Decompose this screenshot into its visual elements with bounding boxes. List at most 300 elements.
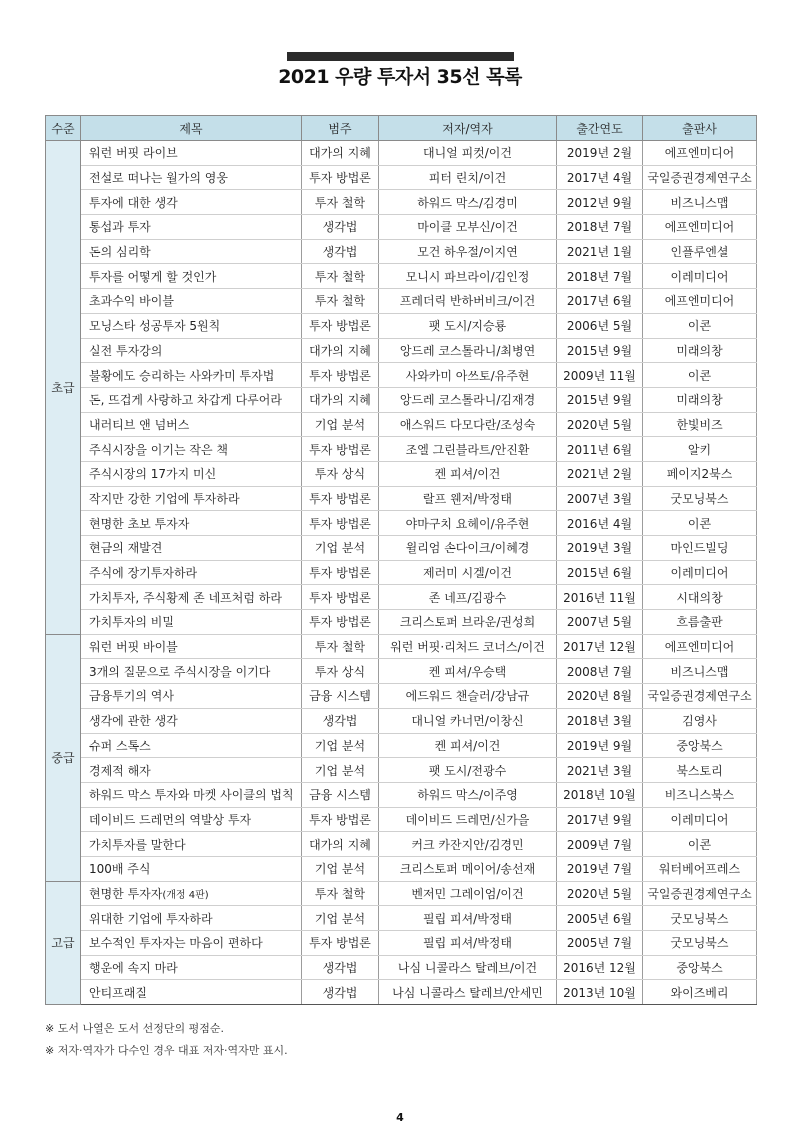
book-author: 커크 카잔지안/김경민	[411, 837, 524, 852]
book-title-cell	[81, 190, 302, 215]
book-publisher-cell	[643, 313, 757, 338]
book-title-cell	[81, 264, 302, 289]
book-title: 모닝스타 성공투자 5원칙	[89, 319, 221, 334]
table-row	[46, 610, 757, 635]
book-publisher: 국일증권경제연구소	[647, 689, 752, 704]
book-author-cell	[379, 387, 557, 412]
book-publisher: 인플루엔셜	[670, 245, 729, 260]
book-title-cell	[81, 856, 302, 881]
book-author: 대니얼 카너먼/이창신	[411, 714, 524, 729]
book-category-cell	[302, 239, 379, 264]
book-title: 가치투자를 말한다	[89, 837, 186, 852]
book-date-cell	[557, 215, 643, 240]
book-category: 투자 방법론	[309, 442, 371, 457]
book-title-cell	[81, 536, 302, 561]
table-row	[46, 264, 757, 289]
book-category-cell	[302, 881, 379, 906]
book-title-cell	[81, 832, 302, 857]
book-publisher-cell	[643, 141, 757, 166]
book-category-cell	[302, 165, 379, 190]
book-date-cell	[557, 289, 643, 314]
table-row	[46, 906, 757, 931]
book-title-cell	[81, 585, 302, 610]
book-author: 워런 버핏·리처드 코너스/이건	[390, 640, 545, 655]
book-date: 2017년 12월	[563, 640, 636, 655]
page-title: 2021 우량 투자서 35선 목록	[278, 66, 522, 88]
book-category-cell	[302, 190, 379, 215]
book-category-cell	[302, 536, 379, 561]
book-author: 크리스토퍼 메이어/송선재	[399, 862, 536, 877]
book-date-cell	[557, 782, 643, 807]
book-publisher-cell	[643, 461, 757, 486]
book-author: 앙드레 코스톨라니/최병연	[399, 343, 536, 358]
book-date-cell	[557, 264, 643, 289]
book-category: 투자 상식	[314, 467, 366, 482]
header-date: 출간연도	[557, 116, 643, 141]
book-category: 투자 방법론	[309, 368, 371, 383]
book-author: 애스워드 다모다란/조성숙	[399, 417, 536, 432]
table-row	[46, 536, 757, 561]
book-category-cell	[302, 782, 379, 807]
book-publisher: 이콘	[687, 368, 712, 383]
book-publisher-cell	[643, 511, 757, 536]
table-row	[46, 313, 757, 338]
book-category-cell	[302, 585, 379, 610]
book-category: 투자 철학	[314, 640, 366, 655]
book-date: 2017년 9월	[566, 812, 633, 827]
book-publisher-cell	[643, 610, 757, 635]
book-category: 기업 분석	[314, 862, 366, 877]
book-date: 2019년 9월	[566, 738, 633, 753]
book-date-cell	[557, 980, 643, 1005]
table-row	[46, 585, 757, 610]
book-category: 생각법	[322, 985, 358, 1000]
book-title-cell	[81, 486, 302, 511]
book-author-cell	[379, 684, 557, 709]
book-publisher: 워터베어프레스	[658, 862, 741, 877]
book-author-cell	[379, 511, 557, 536]
book-title-cell	[81, 955, 302, 980]
book-title-cell	[81, 461, 302, 486]
book-title: 투자를 어떻게 할 것인가	[89, 269, 217, 284]
book-date-cell	[557, 437, 643, 462]
book-date: 2006년 5월	[566, 319, 633, 334]
book-title-cell	[81, 215, 302, 240]
table-header-row	[46, 116, 757, 141]
book-title: 현명한 초보 투자자	[89, 516, 190, 531]
book-date: 2007년 5월	[566, 615, 633, 630]
book-category-cell	[302, 758, 379, 783]
book-author: 나심 니콜라스 탈레브/이건	[397, 961, 538, 976]
book-title-cell	[81, 684, 302, 709]
book-date-cell	[557, 856, 643, 881]
book-publisher-cell	[643, 659, 757, 684]
book-author-cell	[379, 461, 557, 486]
book-title: 돈의 심리학	[89, 245, 151, 260]
book-date: 2009년 7월	[566, 837, 633, 852]
book-title: 100배 주식	[89, 862, 151, 877]
book-author: 피터 린치/이건	[428, 171, 507, 186]
book-publisher: 이레미디어	[670, 812, 729, 827]
book-title: 생각에 관한 생각	[89, 714, 178, 729]
book-author-cell	[379, 141, 557, 166]
book-publisher: 이콘	[687, 837, 712, 852]
book-category: 투자 방법론	[309, 516, 371, 531]
book-category-cell	[302, 313, 379, 338]
book-author: 존 네프/김광수	[428, 590, 507, 605]
book-publisher: 김영사	[682, 714, 717, 729]
book-title-cell	[81, 313, 302, 338]
book-title-cell	[81, 239, 302, 264]
book-title: 데이비드 드레먼의 역발상 투자	[89, 812, 252, 827]
table-row	[46, 955, 757, 980]
book-date-cell	[557, 338, 643, 363]
book-publisher: 중앙북스	[676, 961, 723, 976]
book-category-cell	[302, 733, 379, 758]
table-row	[46, 511, 757, 536]
book-publisher-cell	[643, 906, 757, 931]
book-author-cell	[379, 856, 557, 881]
book-category-cell	[302, 141, 379, 166]
book-date: 2018년 10월	[563, 788, 636, 803]
book-author: 벤저민 그레이엄/이건	[411, 886, 524, 901]
book-date-cell	[557, 758, 643, 783]
book-title-cell	[81, 782, 302, 807]
table-row	[46, 980, 757, 1005]
book-title: 전설로 떠나는 월가의 영웅	[89, 171, 228, 186]
book-date: 2016년 4월	[566, 516, 633, 531]
book-date: 2015년 9월	[566, 393, 633, 408]
book-publisher-cell	[643, 758, 757, 783]
table-row	[46, 239, 757, 264]
book-date-cell	[557, 906, 643, 931]
book-category-cell	[302, 832, 379, 857]
book-publisher: 비즈니스북스	[664, 788, 735, 803]
book-publisher: 미래의창	[676, 393, 723, 408]
book-title-cell	[81, 980, 302, 1005]
book-author-cell	[379, 313, 557, 338]
book-publisher: 굿모닝북스	[670, 936, 729, 951]
book-author: 켄 피셔/이건	[434, 467, 501, 482]
book-title: 주식시장을 이기는 작은 책	[89, 442, 228, 457]
book-author-cell	[379, 881, 557, 906]
book-date-cell	[557, 881, 643, 906]
table-row	[46, 215, 757, 240]
book-title: 주식시장의 17가지 미신	[89, 467, 217, 482]
book-date-cell	[557, 363, 643, 388]
book-title-cell	[81, 511, 302, 536]
book-category: 생각법	[322, 245, 358, 260]
book-date-cell	[557, 807, 643, 832]
book-author: 랄프 웬저/박정태	[422, 491, 512, 506]
book-title-cell	[81, 807, 302, 832]
book-publisher: 마인드빌딩	[670, 541, 729, 556]
book-publisher: 미래의창	[676, 343, 723, 358]
book-publisher: 이레미디어	[670, 566, 729, 581]
book-author-cell	[379, 758, 557, 783]
book-category-cell	[302, 289, 379, 314]
book-publisher-cell	[643, 264, 757, 289]
book-category: 투자 상식	[314, 664, 366, 679]
book-date-cell	[557, 486, 643, 511]
book-publisher: 굿모닝북스	[670, 491, 729, 506]
book-author: 나심 니콜라스 탈레브/안세민	[392, 985, 543, 1000]
book-category-cell	[302, 387, 379, 412]
book-category: 투자 방법론	[309, 566, 371, 581]
book-author: 대니얼 피컷/이건	[422, 146, 512, 161]
book-date-cell	[557, 560, 643, 585]
book-title-cell	[81, 141, 302, 166]
table-row	[46, 461, 757, 486]
book-title: 금융투기의 역사	[89, 689, 174, 704]
book-title: 불황에도 승리하는 사와카미 투자법	[89, 368, 275, 383]
book-author-cell	[379, 610, 557, 635]
table-body	[46, 141, 757, 1005]
book-author: 켄 피셔/이건	[434, 738, 501, 753]
book-category: 기업 분석	[314, 911, 366, 926]
book-title-cell	[81, 733, 302, 758]
book-category-cell	[302, 807, 379, 832]
table-row	[46, 659, 757, 684]
book-category-cell	[302, 931, 379, 956]
book-category-cell	[302, 412, 379, 437]
book-category-cell	[302, 856, 379, 881]
book-category-cell	[302, 684, 379, 709]
level-cell: 고급	[46, 881, 81, 1004]
book-date-cell	[557, 387, 643, 412]
book-publisher-cell	[643, 733, 757, 758]
book-date-cell	[557, 931, 643, 956]
book-title: 실전 투자강의	[89, 343, 163, 358]
table-row	[46, 782, 757, 807]
book-title: 하워드 막스 투자와 마켓 사이클의 법칙	[89, 788, 294, 803]
book-title: 위대한 기업에 투자하라	[89, 911, 213, 926]
table-row	[46, 412, 757, 437]
book-category-cell	[302, 338, 379, 363]
book-publisher-cell	[643, 190, 757, 215]
book-category: 대가의 지혜	[309, 146, 371, 161]
book-category-cell	[302, 511, 379, 536]
book-date: 2021년 3월	[566, 763, 633, 778]
book-author-cell	[379, 634, 557, 659]
book-category-cell	[302, 437, 379, 462]
book-date: 2021년 2월	[566, 467, 633, 482]
book-title-cell	[81, 708, 302, 733]
book-category: 투자 철학	[314, 195, 366, 210]
book-date-cell	[557, 659, 643, 684]
book-date-cell	[557, 461, 643, 486]
book-title-cell	[81, 881, 302, 906]
table-row	[46, 684, 757, 709]
book-author: 모건 하우절/이지연	[417, 245, 518, 260]
book-publisher: 시대의창	[676, 590, 723, 605]
book-title: 통섭과 투자	[89, 220, 151, 235]
table-row	[46, 437, 757, 462]
book-publisher-cell	[643, 955, 757, 980]
book-category: 기업 분석	[314, 738, 366, 753]
title-bar-decoration	[287, 52, 514, 61]
book-date-cell	[557, 239, 643, 264]
book-publisher-cell	[643, 560, 757, 585]
book-date: 2020년 8월	[566, 689, 633, 704]
table-row	[46, 807, 757, 832]
book-date: 2017년 4월	[566, 171, 633, 186]
book-category-cell	[302, 610, 379, 635]
book-date-cell	[557, 733, 643, 758]
book-publisher-cell	[643, 437, 757, 462]
book-category: 투자 방법론	[309, 171, 371, 186]
book-publisher-cell	[643, 634, 757, 659]
book-title: 주식에 장기투자하라	[89, 566, 198, 581]
book-category-cell	[302, 264, 379, 289]
book-category: 투자 방법론	[309, 319, 371, 334]
book-publisher-cell	[643, 807, 757, 832]
book-category-cell	[302, 708, 379, 733]
book-date: 2013년 10월	[563, 985, 636, 1000]
book-title: 안티프래질	[89, 985, 147, 1000]
book-date: 2019년 7월	[566, 862, 633, 877]
book-title-cell	[81, 634, 302, 659]
book-date: 2015년 9월	[566, 343, 633, 358]
book-publisher-cell	[643, 585, 757, 610]
book-publisher-cell	[643, 412, 757, 437]
book-category: 금융 시스템	[309, 689, 371, 704]
book-title-cell	[81, 289, 302, 314]
book-author: 하워드 막스/김경미	[417, 195, 518, 210]
book-author: 켄 피셔/우승택	[428, 664, 507, 679]
book-author-cell	[379, 536, 557, 561]
book-title-cell	[81, 363, 302, 388]
book-publisher: 흐름출판	[676, 615, 723, 630]
book-category: 대가의 지혜	[309, 343, 371, 358]
table-row	[46, 634, 757, 659]
footnote: ※ 저자·역자가 다수인 경우 대표 저자·역자만 표시.	[45, 1044, 288, 1057]
book-author: 크리스토퍼 브라운/권성희	[399, 615, 536, 630]
book-title: 3개의 질문으로 주식시장을 이기다	[89, 664, 271, 679]
header-category: 범주	[302, 116, 379, 141]
book-title: 보수적인 투자자는 마음이 편하다	[89, 936, 263, 951]
book-publisher: 에프엔미디어	[664, 146, 735, 161]
table-row	[46, 856, 757, 881]
book-author-cell	[379, 782, 557, 807]
book-title: 투자에 대한 생각	[89, 195, 178, 210]
header-title: 제목	[81, 116, 302, 141]
table-row	[46, 931, 757, 956]
book-publisher-cell	[643, 832, 757, 857]
table-row	[46, 832, 757, 857]
book-publisher-cell	[643, 165, 757, 190]
book-date: 2018년 7월	[566, 269, 633, 284]
book-publisher-cell	[643, 536, 757, 561]
book-title: 워런 버핏 라이브	[89, 146, 178, 161]
header-author: 저자/역자	[379, 116, 557, 141]
book-category: 기업 분석	[314, 763, 366, 778]
book-author-cell	[379, 906, 557, 931]
level-cell: 초급	[46, 141, 81, 635]
book-category: 기업 분석	[314, 541, 366, 556]
table-row	[46, 758, 757, 783]
book-date: 2016년 11월	[563, 590, 636, 605]
book-title: 내러티브 앤 넘버스	[89, 417, 190, 432]
book-author-cell	[379, 832, 557, 857]
book-author-cell	[379, 486, 557, 511]
book-category: 투자 철학	[314, 886, 366, 901]
book-date: 2005년 7월	[566, 936, 633, 951]
book-title: 현금의 재발견	[89, 541, 163, 556]
book-author: 야마구치 요헤이/유주현	[405, 516, 530, 531]
book-category-cell	[302, 560, 379, 585]
book-title: 슈퍼 스톡스	[89, 738, 151, 753]
book-publisher: 이콘	[687, 319, 712, 334]
book-category: 투자 방법론	[309, 590, 371, 605]
book-date: 2008년 7월	[566, 664, 633, 679]
book-title: 경제적 해자	[89, 763, 151, 778]
book-category: 기업 분석	[314, 417, 366, 432]
book-date: 2018년 3월	[566, 714, 633, 729]
book-author: 사와카미 아쓰토/유주현	[405, 368, 530, 383]
header-publisher: 출판사	[643, 116, 757, 141]
book-publisher-cell	[643, 289, 757, 314]
book-date: 2016년 12월	[563, 961, 636, 976]
book-author-cell	[379, 264, 557, 289]
book-date-cell	[557, 165, 643, 190]
book-date: 2012년 9월	[566, 195, 633, 210]
book-publisher-cell	[643, 215, 757, 240]
book-title: 가치투자, 주식황제 존 네프처럼 하라	[89, 590, 282, 605]
book-date: 2021년 1월	[566, 245, 633, 260]
book-author-cell	[379, 363, 557, 388]
book-category-cell	[302, 659, 379, 684]
book-author: 에드워드 챈슬러/강남규	[405, 689, 530, 704]
book-date-cell	[557, 610, 643, 635]
book-title-cell	[81, 165, 302, 190]
book-title: 작지만 강한 기업에 투자하라	[89, 491, 240, 506]
book-title-cell	[81, 412, 302, 437]
book-title: 가치투자의 비밀	[89, 615, 174, 630]
book-publisher-cell	[643, 782, 757, 807]
book-category-cell	[302, 363, 379, 388]
book-date-cell	[557, 684, 643, 709]
book-category: 투자 방법론	[309, 491, 371, 506]
book-date: 2015년 6월	[566, 566, 633, 581]
book-category: 생각법	[322, 220, 358, 235]
book-author-cell	[379, 289, 557, 314]
book-publisher: 에프엔미디어	[664, 220, 735, 235]
book-category: 투자 방법론	[309, 812, 371, 827]
book-author-cell	[379, 955, 557, 980]
table-row	[46, 733, 757, 758]
book-date: 2020년 5월	[566, 417, 633, 432]
book-publisher: 와이즈베리	[670, 985, 729, 1000]
book-date-cell	[557, 955, 643, 980]
book-publisher: 굿모닝북스	[670, 911, 729, 926]
book-date-cell	[557, 708, 643, 733]
book-date: 2009년 11월	[563, 368, 636, 383]
book-title-cell	[81, 906, 302, 931]
book-author-cell	[379, 190, 557, 215]
book-author-cell	[379, 437, 557, 462]
footnote: ※ 도서 나열은 도서 선정단의 평점순.	[45, 1022, 224, 1035]
book-publisher: 중앙북스	[676, 738, 723, 753]
book-category: 생각법	[322, 714, 358, 729]
book-publisher: 국일증권경제연구소	[647, 171, 752, 186]
book-publisher-cell	[643, 980, 757, 1005]
book-title: 행운에 속지 마라	[89, 961, 178, 976]
book-category-cell	[302, 906, 379, 931]
table-row	[46, 363, 757, 388]
table-row	[46, 881, 757, 906]
book-author-cell	[379, 215, 557, 240]
